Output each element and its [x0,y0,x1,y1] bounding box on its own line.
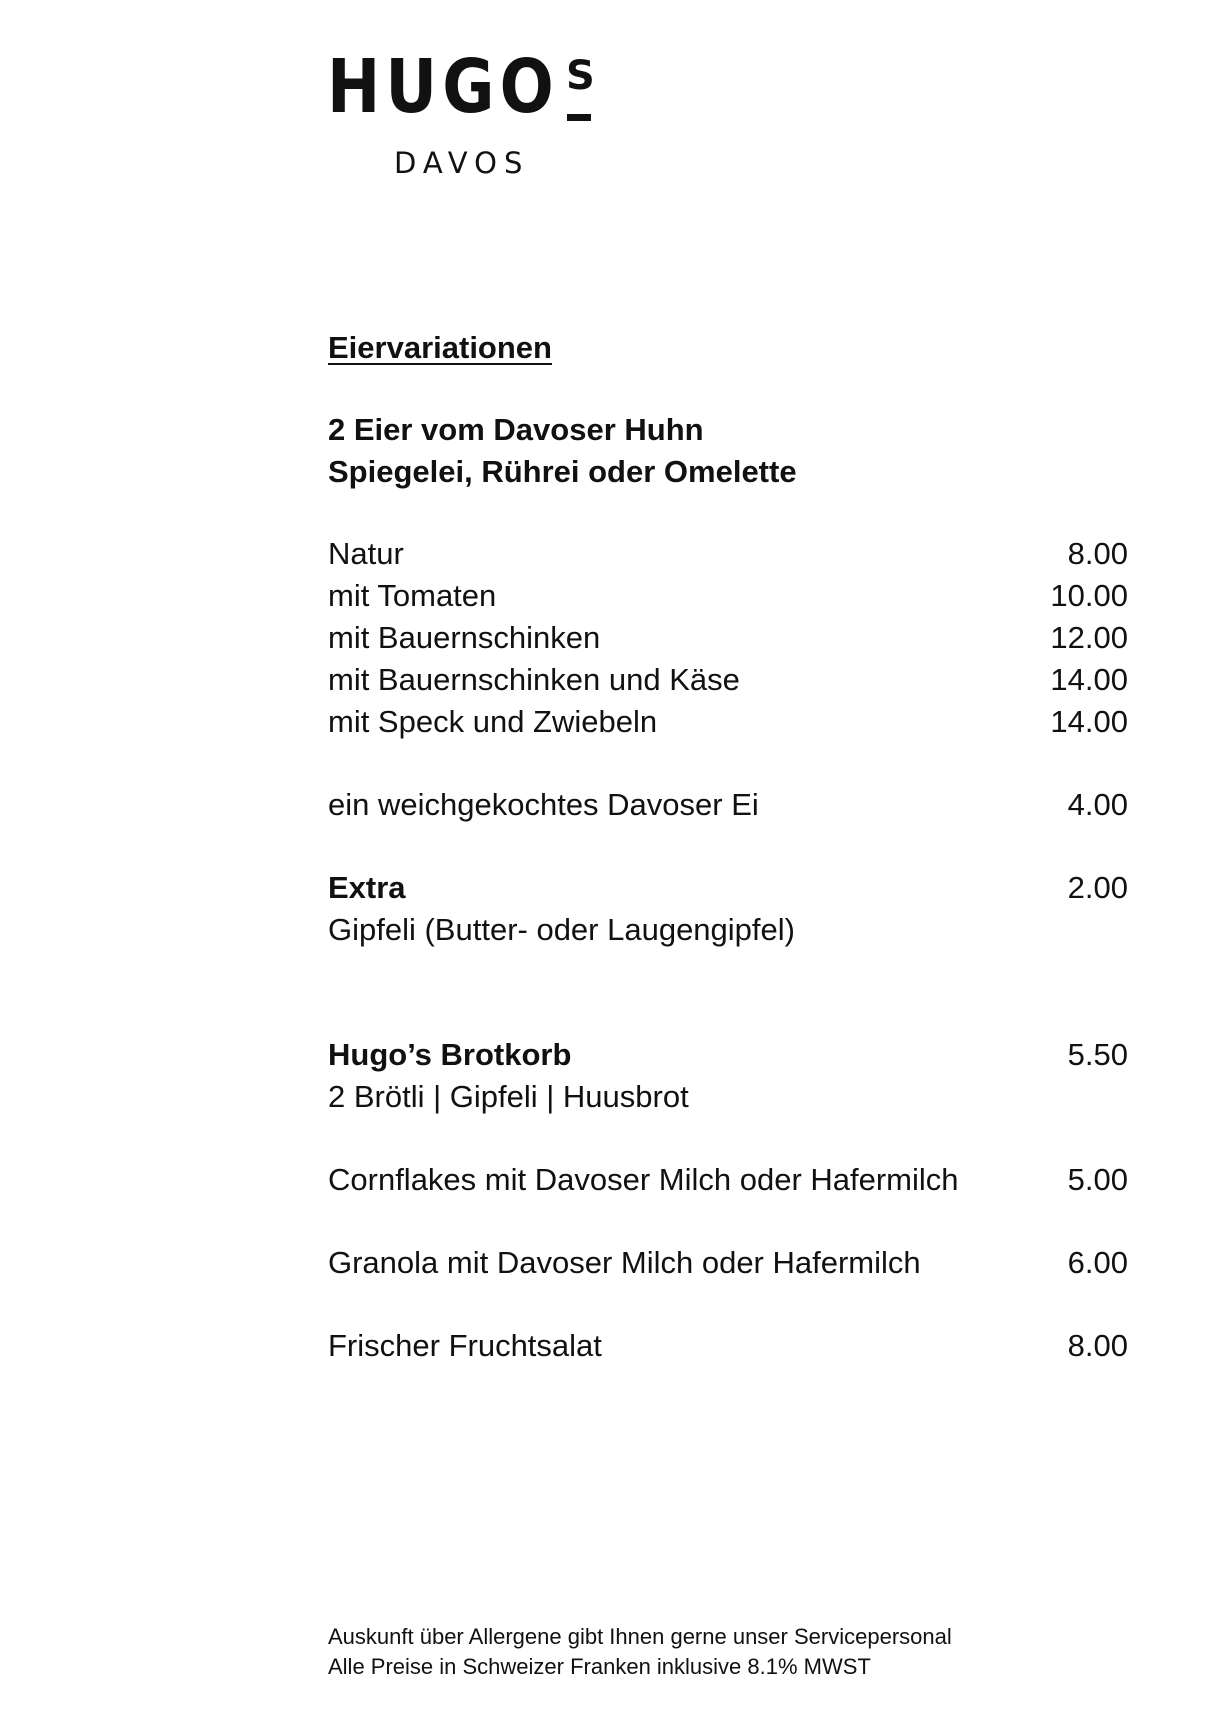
menu-item-price: 4.00 [1067,787,1128,822]
brand-logo [327,44,595,180]
menu-item-description: 2 Brötli | Gipfeli | Huusbrot [328,1079,689,1114]
intro-line-1: 2 Eier vom Davoser Huhn [328,412,704,447]
menu-item [328,533,1128,575]
menu-item-price: 14.00 [1050,704,1128,739]
menu-item [328,575,1128,617]
menu-item [328,1159,1128,1201]
menu-item-name: Natur [328,536,404,571]
menu-item-name: Cornflakes mit Davoser Milch oder Hafermilch [328,1162,959,1197]
menu-item-price: 8.00 [1067,536,1128,571]
menu-item-price: 8.00 [1067,1328,1128,1363]
menu-item-name: mit Bauernschinken [328,620,601,655]
egg-items-list [328,533,1128,743]
menu-item-name: Extra [328,870,406,905]
brotkorb-item [328,1034,1128,1118]
menu-item-price: 10.00 [1050,578,1128,613]
menu-item [328,617,1128,659]
menu-item-name: mit Bauernschinken und Käse [328,662,740,697]
menu-item-name: Hugo’s Brotkorb [328,1037,572,1072]
menu-item-name: Granola mit Davoser Milch oder Hafermilch [328,1245,921,1280]
menu-item-description: Gipfeli (Butter- oder Laugengipfel) [328,912,795,947]
menu-item-price: 2.00 [1067,870,1128,905]
menu-item [328,867,1128,909]
menu-item-price: 12.00 [1050,620,1128,655]
section-intro [328,409,1128,493]
section-spacer [328,951,1128,1034]
breakfast-item [328,1325,1128,1367]
menu-item-name: Frischer Fruchtsalat [328,1328,602,1363]
menu-item [328,1034,1128,1076]
brand-name-suffix: S [566,53,595,99]
footer-note [328,1622,952,1682]
menu [328,327,1128,1408]
breakfast-item [328,1159,1128,1201]
menu-item-price: 6.00 [1067,1245,1128,1280]
menu-item-name: mit Tomaten [328,578,497,613]
extra-item [328,867,1128,951]
menu-item [328,701,1128,743]
menu-item-name: ein weichgekochtes Davoser Ei [328,787,759,822]
menu-item [328,1325,1128,1367]
menu-item [328,784,1128,826]
allergen-note: Auskunft über Allergene gibt Ihnen gerne unser Servicepersonal [328,1624,952,1649]
menu-item [328,659,1128,701]
menu-item-name: mit Speck und Zwiebeln [328,704,658,739]
price-note: Alle Preise in Schweizer Franken inklusive 8.1% MWST [328,1654,871,1679]
menu-item [328,1242,1128,1284]
soft-egg-item [328,784,1128,826]
brand-location: DAVOS [394,146,530,180]
brand-underline [567,114,591,121]
section-title: Eiervariationen [328,330,552,365]
brand-name: HUGO [327,44,559,130]
menu-item-price: 5.00 [1067,1162,1128,1197]
intro-line-2: Spiegelei, Rührei oder Omelette [328,454,797,489]
menu-item-price: 14.00 [1050,662,1128,697]
breakfast-item [328,1242,1128,1284]
menu-item-price: 5.50 [1067,1037,1128,1072]
